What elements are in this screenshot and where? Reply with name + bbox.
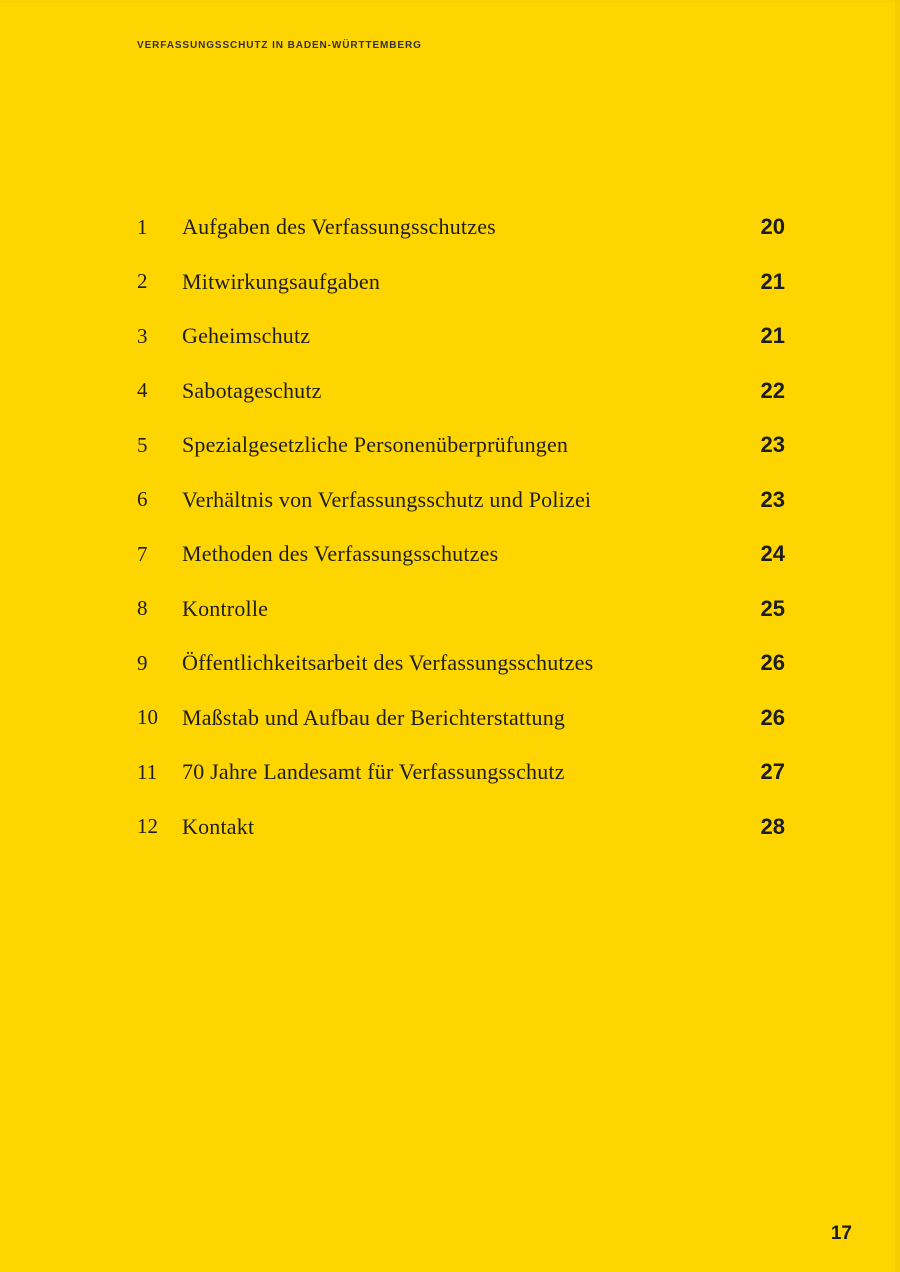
- toc-entry-number: 10: [137, 705, 158, 730]
- toc-entry-number: 7: [137, 541, 148, 566]
- toc-entry-title: Kontakt: [182, 813, 255, 839]
- toc-entry-number: 6: [137, 487, 148, 512]
- toc-entry-title: Geheimschutz: [182, 323, 311, 349]
- running-header: VERFASSUNGSSCHUTZ IN BADEN-WÜRTTEMBERG: [137, 40, 422, 51]
- toc-entry-page: 20: [760, 214, 785, 240]
- toc-entry-page: 24: [760, 541, 785, 567]
- toc-entry-page: 23: [760, 432, 785, 458]
- toc-entry-page: 27: [760, 759, 785, 785]
- toc-entry-page: 21: [760, 323, 785, 349]
- page-edge-top: [0, 0, 900, 3]
- toc-entry-title: Öffentlichkeitsarbeit des Verfassungsschutzes: [182, 650, 594, 676]
- toc-entry-title: Maßstab und Aufbau der Berichterstattung: [182, 704, 566, 730]
- toc-entry-number: 4: [137, 378, 148, 403]
- toc-entry: [137, 418, 785, 473]
- page-number: 17: [830, 1223, 852, 1244]
- toc-entry-title: Spezialgesetzliche Personenüberprüfungen: [182, 432, 569, 458]
- toc-entry-page: 28: [760, 813, 785, 839]
- toc-entry: [137, 309, 785, 364]
- page-edge-shadow: [895, 0, 900, 1272]
- toc-entry: [137, 527, 785, 582]
- toc-entry-number: 9: [137, 650, 148, 675]
- toc-entry-page: 25: [760, 595, 785, 621]
- toc-entry: [137, 200, 785, 255]
- toc-entry: [137, 473, 785, 528]
- toc-entry-number: 5: [137, 432, 148, 457]
- toc-entry-number: 12: [137, 814, 158, 839]
- toc-entry-title: Methoden des Verfassungsschutzes: [182, 541, 499, 567]
- toc-entry: [137, 745, 785, 800]
- toc-entry: [137, 364, 785, 419]
- toc-entry-title: Sabotageschutz: [182, 377, 322, 403]
- toc-entry-title: Aufgaben des Verfassungsschutzes: [182, 214, 496, 240]
- toc-entry-page: 26: [760, 650, 785, 676]
- toc-entry-title: Mitwirkungsaufgaben: [182, 268, 381, 294]
- toc-entry: [137, 636, 785, 691]
- toc-entry: [137, 582, 785, 637]
- toc-entry-page: 26: [760, 704, 785, 730]
- toc-entry-page: 21: [760, 268, 785, 294]
- toc-entry-title: Verhältnis von Verfassungsschutz und Polizei: [182, 486, 592, 512]
- toc-entry-number: 2: [137, 269, 148, 294]
- toc-entry-title: 70 Jahre Landesamt für Verfassungsschutz: [182, 759, 565, 785]
- toc-entry-title: Kontrolle: [182, 595, 269, 621]
- toc-entry: [137, 255, 785, 310]
- toc-entry-number: 1: [137, 214, 148, 239]
- toc-list: [137, 200, 785, 854]
- toc-entry: [137, 691, 785, 746]
- toc-entry-number: 3: [137, 323, 148, 348]
- toc-entry: [137, 800, 785, 855]
- toc-entry-page: 22: [760, 377, 785, 403]
- toc-entry-number: 11: [137, 759, 158, 784]
- toc-entry-number: 8: [137, 596, 148, 621]
- toc-entry-page: 23: [760, 486, 785, 512]
